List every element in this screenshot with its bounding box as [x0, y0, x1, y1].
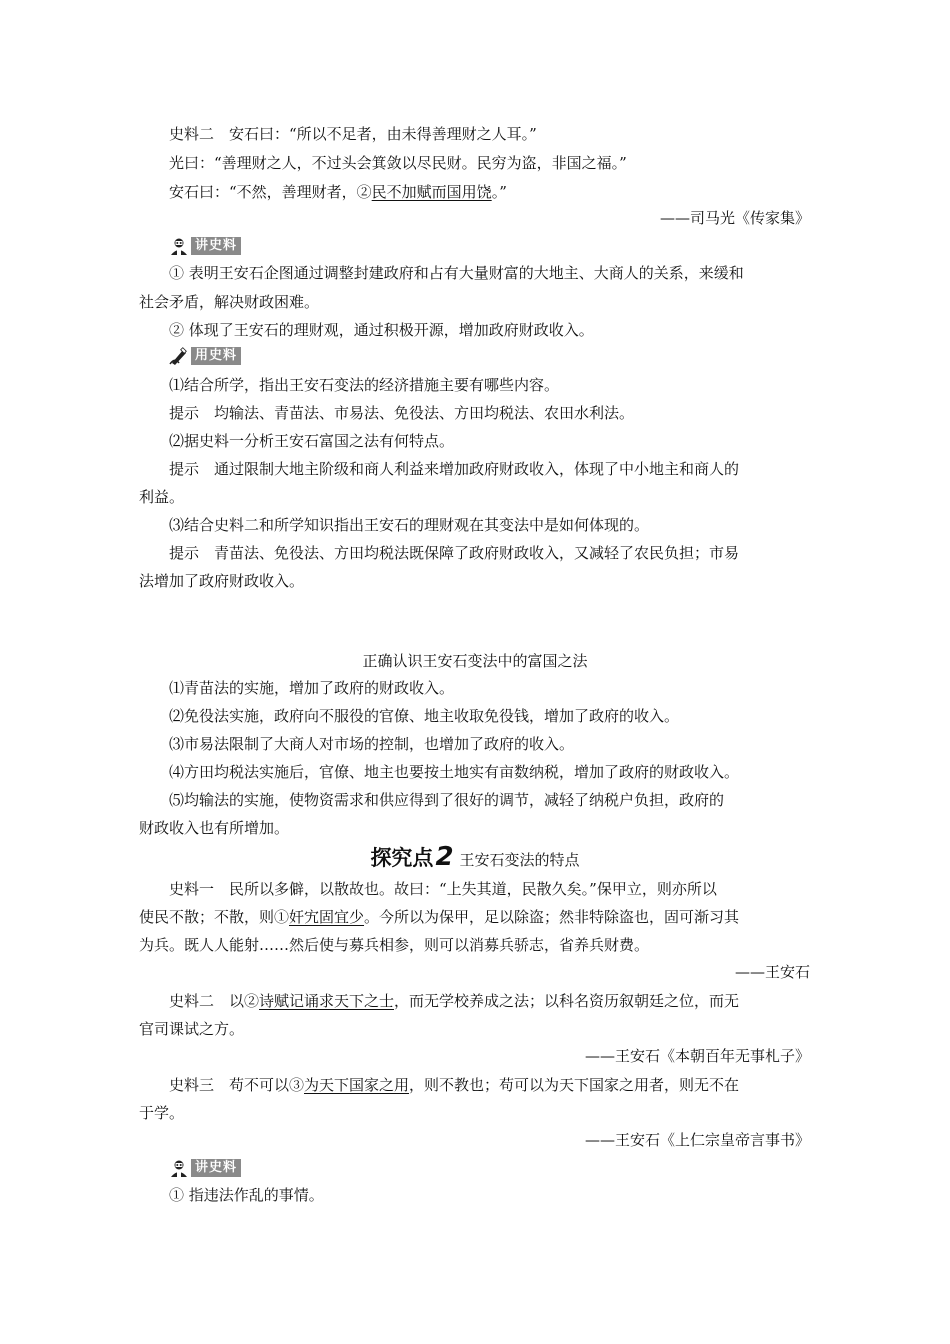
box-item: ⑶市易法限制了大商人对市场的控制，也增加了政府的收入。	[169, 735, 575, 753]
source-citation: ——王安石《本朝百年无事札子》	[584, 1047, 810, 1065]
tag-label: 讲史料	[191, 1159, 241, 1177]
explanation-line: ① 指违法作乱的事情。	[169, 1186, 324, 1204]
answer-line: 利益。	[139, 488, 185, 506]
source-text-line: 史料一 民所以多僻，以散故也。故曰：“上失其道，民散久矣。”保甲立，则亦所以	[169, 880, 717, 898]
box-title: 正确认识王安石变法中的富国之法	[362, 652, 588, 670]
jiang-shiliao-tag	[169, 236, 241, 256]
tag-label: 讲史料	[191, 237, 241, 255]
teacher-icon	[169, 237, 189, 255]
source-text-line	[139, 907, 739, 927]
teacher-icon	[169, 1159, 189, 1177]
explanation-line: ② 体现了王安石的理财观，通过积极开源，增加政府财政收入。	[169, 321, 594, 339]
heading-subtitle: 王安石变法的特点	[459, 851, 580, 869]
source-citation: ——王安石《上仁宗皇帝言事书》	[584, 1131, 810, 1149]
source-text-line: 于学。	[139, 1104, 185, 1122]
text-segment: 。今所以为保甲，足以除盗；然非特除盗也，固可渐习其	[364, 908, 740, 926]
pen-icon	[169, 347, 189, 365]
source-text-line: 史料二 安石曰：“所以不足者，由未得善理财之人耳。”	[169, 125, 537, 143]
box-item: 财政收入也有所增加。	[139, 819, 290, 837]
question-line: ⑵据史料一分析王安石富国之法有何特点。	[169, 432, 455, 450]
question-line: ⑴结合所学，指出王安石变法的经济措施主要有哪些内容。	[169, 376, 560, 394]
box-item: ⑸均输法的实施，使物资需求和供应得到了很好的调节，减轻了纳税户负担，政府的	[169, 791, 725, 809]
source-text-line	[169, 182, 507, 202]
source-text-line	[169, 1075, 739, 1095]
jiang-shiliao-tag	[169, 1158, 241, 1178]
underlined-phrase: 为天下国家之用	[304, 1076, 410, 1094]
text-segment: 使民不散；不散，则①	[139, 908, 290, 926]
underlined-phrase: 民不加赋而国用饶	[371, 183, 492, 201]
underlined-phrase: 诗赋记诵求天下之士	[259, 992, 395, 1010]
yong-shiliao-tag	[169, 346, 241, 366]
question-line: ⑶结合史料二和所学知识指出王安石的理财观在其变法中是如何体现的。	[169, 516, 650, 534]
answer-line: 法增加了政府财政收入。	[139, 572, 305, 590]
text-segment: 史料二 以②	[169, 992, 260, 1010]
heading-number: 2	[435, 842, 454, 872]
text-segment: ，而无学校养成之法；以科名资历叙朝廷之位，而无	[394, 992, 740, 1010]
heading-main: 探究点	[370, 846, 434, 870]
source-text-line: 为兵。既人人能射……然后使与募兵相参，则可以消募兵骄志，省养兵财费。	[139, 936, 650, 954]
answer-line: 提示 均输法、青苗法、市易法、免役法、方田均税法、农田水利法。	[169, 404, 635, 422]
source-text-line: 光曰：“善理财之人，不过头会箕敛以尽民财。民穷为盗，非国之福。”	[169, 154, 627, 172]
text-segment: 。”	[491, 183, 507, 201]
box-item: ⑵免役法实施，政府向不服役的官僚、地主收取免役钱，增加了政府的收入。	[169, 707, 680, 725]
explanation-line: ① 表明王安石企图通过调整封建政府和占有大量财富的大地主、大商人的关系，来缓和	[169, 264, 744, 282]
explanation-line: 社会矛盾，解决财政困难。	[139, 293, 320, 311]
source-citation: ——司马光《传家集》	[659, 209, 810, 227]
source-text-line: 官司课试之方。	[139, 1020, 245, 1038]
section-heading	[0, 842, 950, 875]
box-item: ⑷方田均税法实施后，官僚、地主也要按土地实有亩数纳税，增加了政府的财政收入。	[169, 763, 740, 781]
source-citation: ——王安石	[734, 963, 810, 981]
tag-label: 用史料	[191, 347, 241, 365]
box-item: ⑴青苗法的实施，增加了政府的财政收入。	[169, 679, 455, 697]
text-segment: ，则不教也；苟可以为天下国家之用者，则无不在	[409, 1076, 740, 1094]
text-segment: 史料三 苟不可以③	[169, 1076, 305, 1094]
underlined-phrase: 奸宄固宜少	[289, 908, 365, 926]
source-text-line	[169, 991, 739, 1011]
answer-line: 提示 通过限制大地主阶级和商人利益来增加政府财政收入，体现了中小地主和商人的	[169, 460, 740, 478]
answer-line: 提示 青苗法、免役法、方田均税法既保障了政府财政收入，又减轻了农民负担；市易	[169, 544, 740, 562]
text-segment: 安石曰：“不然，善理财者，②	[169, 183, 372, 201]
